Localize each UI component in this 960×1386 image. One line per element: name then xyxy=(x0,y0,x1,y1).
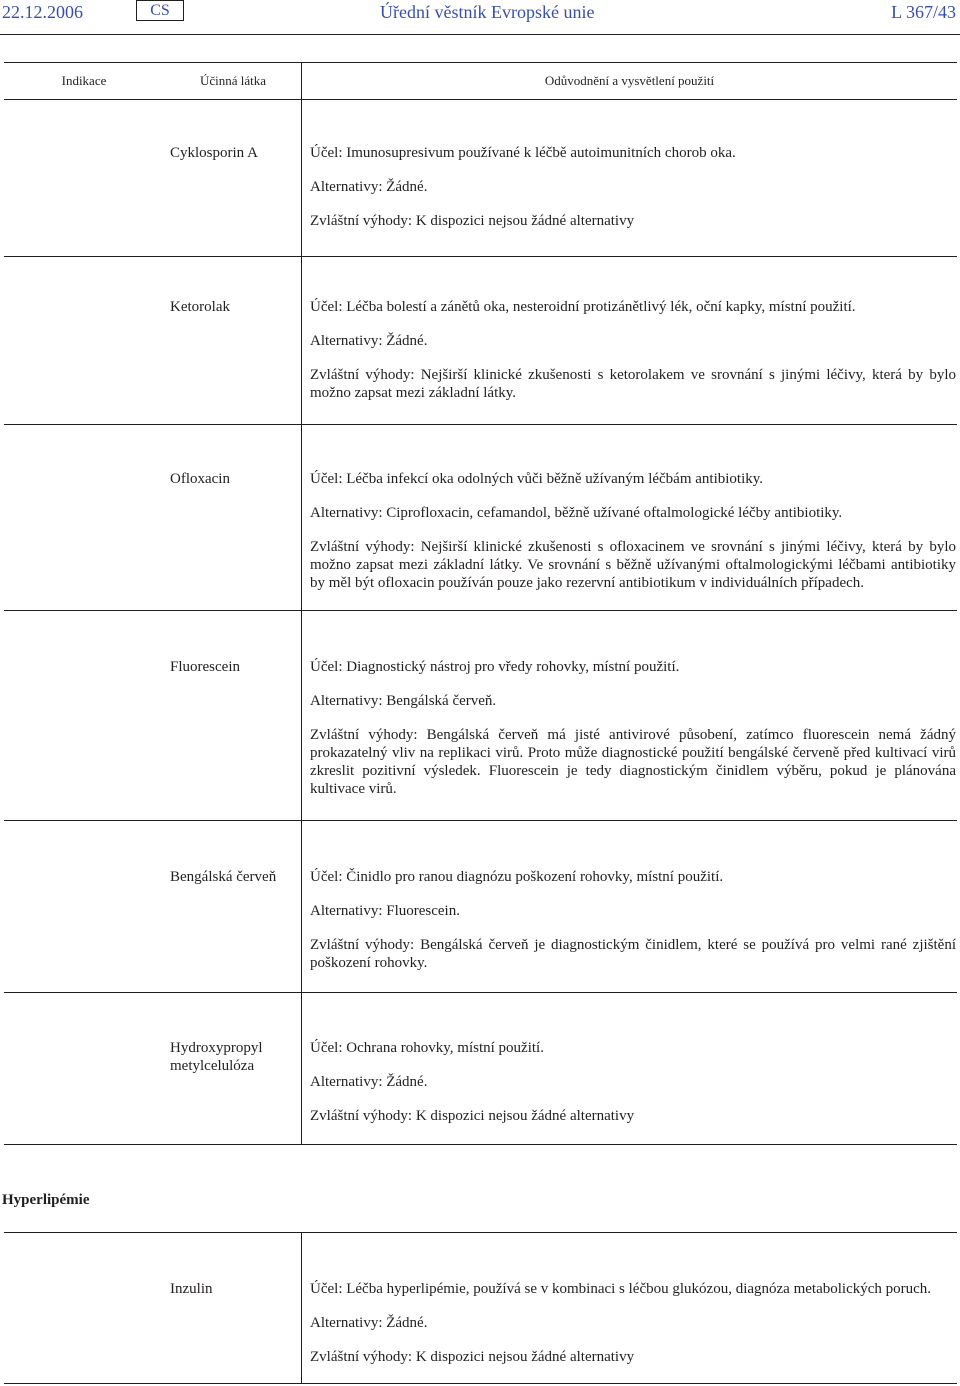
purpose-text: Účel: Činidlo pro ranou diagnózu poškození rohovky, místní použití. xyxy=(310,869,724,885)
column-divider xyxy=(301,992,302,1144)
column-header-ucinna-latka: Účinná látka xyxy=(199,73,267,88)
column-divider xyxy=(301,256,302,424)
column-divider xyxy=(301,610,302,820)
table-row xyxy=(4,820,957,993)
journal-date: 22.12.2006 xyxy=(2,2,83,22)
alternatives-text: Alternativy: Ciprofloxacin, cefamandol, běžně užívané oftalmologické léčby antibiotiky. xyxy=(310,505,843,521)
substance-name: Hydroxypropyl metylcelulóza xyxy=(170,1040,263,1074)
page-number: L 367/43 xyxy=(891,2,956,22)
justification-cell xyxy=(310,1039,956,1125)
table-row xyxy=(4,992,957,1145)
table-row xyxy=(4,424,957,611)
substance-name: Ofloxacin xyxy=(170,471,230,487)
advantages-text: Zvláštní výhody: Bengálská červeň je diagnostickým činidlem, které se používá pro velmi rané zjištění poškození rohovky. xyxy=(310,937,956,971)
alternatives-text: Alternativy: Žádné. xyxy=(310,1074,428,1090)
advantages-text: Zvláštní výhody: Bengálská červeň má jisté antivirové působení, zatímco fluorescein nemá žádný prokazatelný vliv na replikaci virů. Proto může diagnostické použití bengálské červeně před kultivací virů zkreslit pozitivní výsledek. Fluorescein je tedy diagnostickým činidlem výběru, pokud je plánována kultivace virů. xyxy=(310,727,956,797)
table-row xyxy=(4,610,957,821)
alternatives-text: Alternativy: Fluorescein. xyxy=(310,903,460,919)
purpose-text: Účel: Léčba infekcí oka odolných vůči běžně užívaným léčbám antibiotiky. xyxy=(310,471,764,487)
advantages-text: Zvláštní výhody: Nejširší klinické zkušenosti s ketorolakem ve srovnání s jinými léčivy, která by bylo možno zapsat mezi základní látky. xyxy=(310,367,956,401)
table-header xyxy=(4,62,957,100)
alternatives-text: Alternativy: Žádné. xyxy=(310,1315,428,1331)
column-divider xyxy=(301,424,302,610)
substance-name: Fluorescein xyxy=(170,659,240,675)
journal-title: Úřední věstník Evropské unie xyxy=(380,2,595,22)
purpose-text: Účel: Léčba hyperlipémie, používá se v kombinaci s léčbou glukózou, diagnóza metabolických poruch. xyxy=(310,1281,932,1297)
substance-name: Inzulin xyxy=(170,1281,213,1297)
purpose-text: Účel: Diagnostický nástroj pro vředy rohovky, místní použití. xyxy=(310,659,680,675)
alternatives-text: Alternativy: Bengálská červeň. xyxy=(310,693,497,709)
column-divider xyxy=(301,820,302,992)
table-row xyxy=(4,98,957,257)
substance-name: Bengálská červeň xyxy=(170,869,277,885)
purpose-text: Účel: Ochrana rohovky, místní použití. xyxy=(310,1040,544,1056)
advantages-text: Zvláštní výhody: K dispozici nejsou žádné alternativy xyxy=(310,1108,635,1124)
advantages-text: Zvláštní výhody: K dispozici nejsou žádné alternativy xyxy=(310,1349,635,1365)
section-title: Hyperlipémie xyxy=(2,1192,90,1208)
column-header-oduvodneni: Odůvodnění a vysvětlení použití xyxy=(544,73,715,88)
justification-cell xyxy=(310,868,956,972)
justification-cell xyxy=(310,144,956,230)
substance-name: Cyklosporin A xyxy=(170,145,258,161)
column-divider xyxy=(301,98,302,256)
language-code: CS xyxy=(136,0,184,21)
purpose-text: Účel: Imunosupresivum používané k léčbě autoimunitních chorob oka. xyxy=(310,145,736,161)
advantages-text: Zvláštní výhody: Nejširší klinické zkušenosti s ofloxacinem ve srovnání s jinými léčivy, která by bylo možno zapsat mezi základní látky. Ve srovnání s běžně užívanými oftalmologickými léčbami antibiotiky by měl být ofloxacin používán pouze jako rezervní antibiotikum v individuálních případech. xyxy=(310,539,956,591)
table-row xyxy=(4,1232,957,1384)
alternatives-text: Alternativy: Žádné. xyxy=(310,333,428,349)
purpose-text: Účel: Léčba bolestí a zánětů oka, nesteroidní protizánětlivý lék, oční kapky, místní použití. xyxy=(310,299,856,315)
table-row xyxy=(4,256,957,425)
journal-header xyxy=(0,0,960,35)
justification-cell xyxy=(310,1280,956,1366)
substance-name: Ketorolak xyxy=(170,299,230,315)
justification-cell xyxy=(310,658,956,798)
alternatives-text: Alternativy: Žádné. xyxy=(310,179,428,195)
justification-cell xyxy=(310,298,956,402)
justification-cell xyxy=(310,470,956,592)
column-divider xyxy=(301,1233,302,1383)
column-header-indikace: Indikace xyxy=(61,73,107,88)
advantages-text: Zvláštní výhody: K dispozici nejsou žádné alternativy xyxy=(310,213,635,229)
